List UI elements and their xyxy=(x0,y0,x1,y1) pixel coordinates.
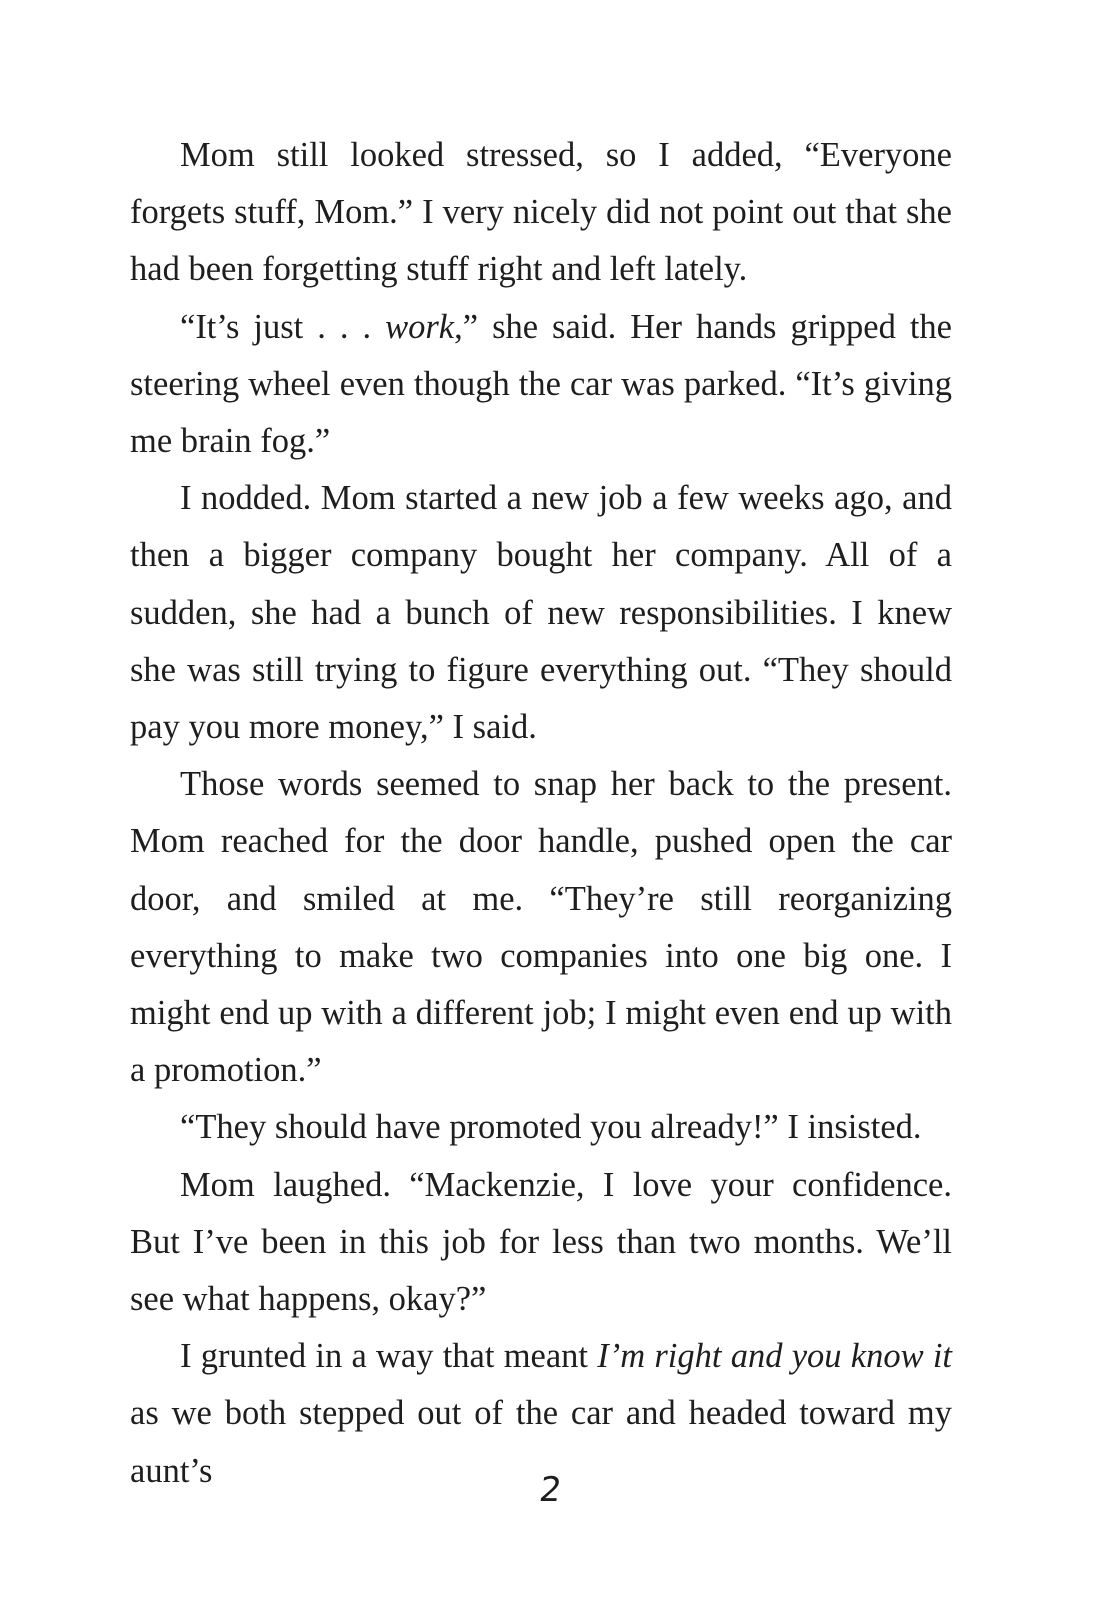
italic-text-run: work xyxy=(385,307,455,346)
text-run: ,” she said. Her hands gripped the steering wheel even though the car was parked. “It’s giving me brain fog.” xyxy=(130,307,952,461)
text-run: I grunted in a way that meant xyxy=(180,1337,598,1376)
text-run: Mom still looked stressed, so I added, “Everyone forgets stuff, Mom.” I very nicely did not point out that she had been forgetting stuff right and left lately. xyxy=(130,136,952,289)
body-text xyxy=(130,127,952,1500)
paragraph-1 xyxy=(130,127,952,299)
italic-text-run: I’m right and you know it xyxy=(597,1337,953,1376)
text-run: as we both stepped out of the car and headed toward my aunt’s xyxy=(130,1394,952,1490)
text-run: Those words seemed to snap her back to the present. Mom reached for the door handle, pushed open the car door, and smiled at me. “They’re still reorganizing everything to make two companies into one big one. I might end up with a different job; I might even end up with a promotion.” xyxy=(130,765,952,1090)
paragraph-4 xyxy=(130,756,952,1099)
text-run: “They should have promoted you already!” I insisted. xyxy=(180,1108,922,1147)
paragraph-3 xyxy=(130,470,952,756)
text-run: Mom laughed. “Mackenzie, I love your confidence. But I’ve been in this job for less than two months. We’ll see what happens, okay?” xyxy=(130,1165,952,1319)
paragraph-2 xyxy=(130,299,952,471)
text-run: I nodded. Mom started a new job a few weeks ago, and then a bigger company bought her company. All of a sudden, she had a bunch of new responsibilities. I knew she was still trying to figure everything out. “They should pay you more money,” I said. xyxy=(130,479,952,747)
text-run: “It’s just . . . xyxy=(180,307,386,346)
page-number: 2 xyxy=(536,1470,565,1510)
paragraph-6 xyxy=(130,1157,952,1329)
paragraph-5 xyxy=(130,1099,952,1156)
